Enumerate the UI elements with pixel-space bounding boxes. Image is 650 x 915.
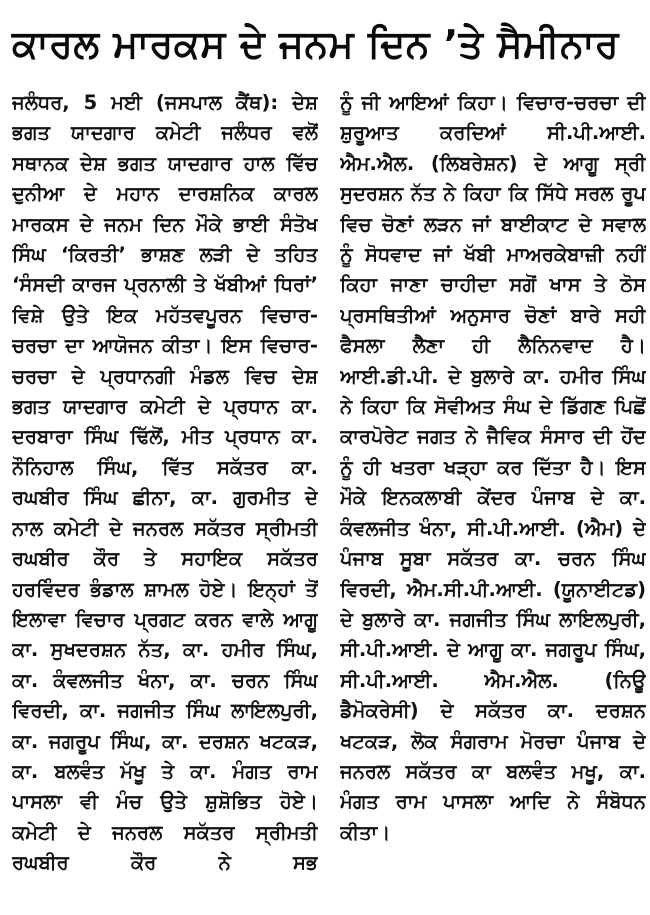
paragraph-left <box>12 88 318 879</box>
column-left <box>12 88 318 915</box>
column-right <box>340 88 646 915</box>
dateline: ਜਲੰਧਰ, 5 ਮਈ (ਜਸਪਾਲ ਕੈਂਥ): <box>12 91 279 114</box>
paragraph-right: ਨੂੰ ਜੀ ਆਇਆਂ ਕਿਹਾ। ਵਿਚਾਰ-ਚਰਚਾ ਦੀ ਸ਼ੁਰੂਆਤ ਕਰਦਿਆਂ ਸੀ.ਪੀ.ਆਈ. ਐਮ.ਐਲ. (ਲਿਬਰੇਸ਼ਨ) ਦੇ ਆਗੂ ਸ੍ਰੀ ਸੁਦਰਸ਼ਨ ਨੱਤ ਨੇ ਕਿਹਾ ਕਿ ਸਿੱਧੇ ਸਰਲ ਰੂਪ ਵਿਚ ਚੋਣਾਂ ਲੜਨ ਜਾਂ ਬਾਈਕਾਟ ਦੇ ਸਵਾਲ ਨੂੰ ਸੋਧਵਾਦ ਜਾਂ ਖੱਬੀ ਮਾਅਰਕੇਬਾਜ਼ੀ ਨਹੀਂ ਕਿਹਾ ਜਾਣਾ ਚਾਹੀਦਾ ਸਗੋਂ ਖਾਸ ਤੇ ਠੋਸ ਪ੍ਰਸਥਿਤੀਆਂ ਅਨੁਸਾਰ ਚੋਣਾਂ ਬਾਰੇ ਸਹੀ ਫੈਸਲਾ ਲੈਣਾ ਹੀ ਲੈਨਿਨਵਾਦ ਹੈ। ਆਈ.ਡੀ.ਪੀ. ਦੇ ਬੁਲਾਰੇ ਕਾ. ਹਮੀਰ ਸਿੰਘ ਨੇ ਕਿਹਾ ਕਿ ਸੋਵੀਅਤ ਸੰਘ ਦੇ ਡਿੱਗਣ ਪਿਛੋਂ ਕਾਰਪੋਰੇਟ ਜਗਤ ਨੇ ਜੈਵਿਕ ਸੰਸਾਰ ਦੀ ਹੋਂਦ ਨੂੰ ਹੀ ਖਤਰਾ ਖੜ੍ਹਾ ਕਰ ਦਿੱਤਾ ਹੈ। ਇਸ ਮੌਕੇ ਇਨਕਲਾਬੀ ਕੇਂਦਰ ਪੰਜਾਬ ਦੇ ਕਾ. ਕੰਵਲਜੀਤ ਖੰਨਾ, ਸੀ.ਪੀ.ਆਈ. (ਐਮ) ਦੇ ਪੰਜਾਬ ਸੂਬਾ ਸਕੱਤਰ ਕਾ. ਚਰਨ ਸਿੰਘ ਵਿਰਦੀ, ਐਮ.ਸੀ.ਪੀ.ਆਈ. (ਯੂਨਾਈਟਡ) ਦੇ ਬੁਲਾਰੇ ਕਾ. ਜਗਜੀਤ ਸਿੰਘ ਲਾਇਲਪੁਰੀ, ਸੀ.ਪੀ.ਆਈ. ਦੇ ਆਗੂ ਕਾ. ਜਗਰੂਪ ਸਿੰਘ, ਸੀ.ਪੀ.ਆਈ. ਐਮ.ਐਲ. (ਨਿਊ ਡੈਮੋਕਰੇਸੀ) ਦੇ ਸਕੱਤਰ ਕਾ. ਦਰਸ਼ਨ ਖਟਕੜ, ਲੋਕ ਸੰਗਰਾਮ ਮੋਰਚਾ ਪੰਜਾਬ ਦੇ ਜਨਰਲ ਸਕੱਤਰ ਕਾ ਬਲਵੰਤ ਮਖੂ, ਕਾ. ਮੰਗਤ ਰਾਮ ਪਾਸਲਾ ਆਦਿ ਨੇ ਸੰਬੋਧਨ ਕੀਤਾ। <box>340 91 646 844</box>
headline: ਕਾਰਲ ਮਾਰਕਸ ਦੇ ਜਨਮ ਦਿਨ ’ਤੇ ਸੈਮੀਨਾਰ <box>12 22 620 66</box>
column-left-text: ਦੇਸ਼ ਭਗਤ ਯਾਦਗਾਰ ਕਮੇਟੀ ਜਲੰਧਰ ਵਲੋਂ ਸਥਾਨਕ ਦੇਸ਼ ਭਗਤ ਯਾਦਗਾਰ ਹਾਲ ਵਿੱਚ ਦੁਨੀਆ ਦੇ ਮਹਾਨ ਦਾਰਸ਼ਨਿਕ ਕਾਰਲ ਮਾਰਕਸ ਦੇ ਜਨਮ ਦਿਨ ਮੌਕੇ ਭਾਈ ਸੰਤੋਖ ਸਿੰਘ ‘ਕਿਰਤੀ’ ਭਾਸ਼ਣ ਲੜੀ ਦੇ ਤਹਿਤ ‘ਸੰਸਦੀ ਕਾਰਜ ਪ੍ਰਨਾਲੀ ਤੇ ਖੱਬੀਆਂ ਧਿਰਾਂ’ ਵਿਸ਼ੇ ਉਤੇ ਇਕ ਮਹੱਤਵਪੂਰਨ ਵਿਚਾਰ-ਚਰਚਾ ਦਾ ਆਯੋਜਨ ਕੀਤਾ। ਇਸ ਵਿਚਾਰ-ਚਰਚਾ ਦੇ ਪ੍ਰਧਾਨਗੀ ਮੰਡਲ ਵਿਚ ਦੇਸ਼ ਭਗਤ ਯਾਦਗਾਰ ਕਮੇਟੀ ਦੇ ਪ੍ਰਧਾਨ ਕਾ. ਦਰਬਾਰਾ ਸਿੰਘ ਢਿੱਲੋਂ, ਮੀਤ ਪ੍ਰਧਾਨ ਕਾ. ਨੌਨਿਹਾਲ ਸਿੰਘ, ਵਿੱਤ ਸਕੱਤਰ ਕਾ. ਰਘਬੀਰ ਸਿੰਘ ਛੀਨਾ, ਕਾ. ਗੁਰਮੀਤ ਦੇ ਨਾਲ ਕਮੇਟੀ ਦੇ ਜਨਰਲ ਸਕੱਤਰ ਸ੍ਰੀਮਤੀ ਰਘਬੀਰ ਕੌਰ ਤੇ ਸਹਾਇਕ ਸਕੱਤਰ ਹਰਵਿੰਦਰ ਭੰਡਾਲ ਸ਼ਾਮਲ ਹੋਏ। ਇਨ੍ਹਾਂ ਤੋਂ ਇਲਾਵਾ ਵਿਚਾਰ ਪ੍ਰਗਟ ਕਰਨ ਵਾਲੇ ਆਗੂ ਕਾ. ਸੁਖਦਰਸ਼ਨ ਨੱਤ, ਕਾ. ਹਮੀਰ ਸਿੰਘ, ਕਾ. ਕੰਵਲਜੀਤ ਖੰਨਾ, ਕਾ. ਚਰਨ ਸਿੰਘ ਵਿਰਦੀ, ਕਾ. ਜਗਜੀਤ ਸਿੰਘ ਲਾਇਲਪੁਰੀ, ਕਾ. ਜਗਰੂਪ ਸਿੰਘ, ਕਾ. ਦਰਸ਼ਨ ਖਟਕੜ, ਕਾ. ਬਲਵੰਤ ਮੱਖੂ ਤੇ ਕਾ. ਮੰਗਤ ਰਾਮ ਪਾਸਲਾ ਵੀ ਮੰਚ ਉਤੇ ਸ਼ੁਸ਼ੋਭਿਤ ਹੋਏ। ਕਮੇਟੀ ਦੇ ਜਨਰਲ ਸਕੱਤਰ ਸ੍ਰੀਮਤੀ ਰਘਬੀਰ ਕੌਰ ਨੇ ਸਭ <box>12 91 318 875</box>
article-body <box>0 88 650 915</box>
